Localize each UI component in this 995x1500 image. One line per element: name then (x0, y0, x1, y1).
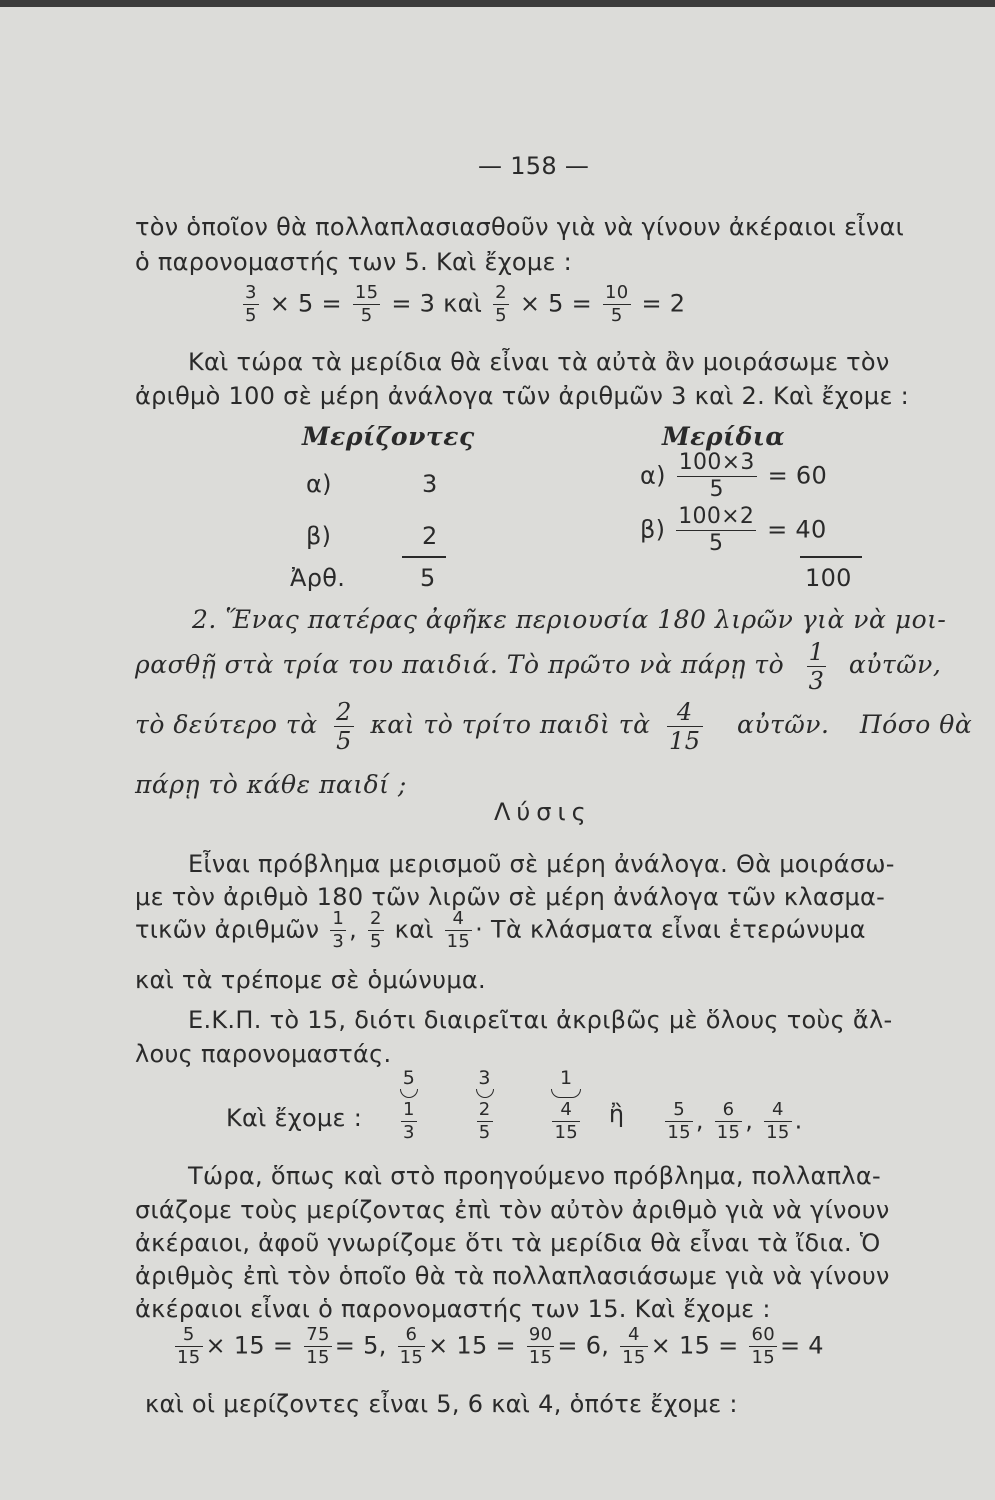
page-number: — 158 — (478, 152, 590, 180)
fraction: $\frac{60}{15}$ (751, 1324, 775, 1368)
header-merizontes: Μερίζοντες (302, 422, 475, 451)
fraction: $\frac{6}{15}$ (399, 1324, 424, 1368)
row-b-value: 2 (422, 522, 438, 550)
fraction: $\frac{75}{15}$ (306, 1324, 330, 1368)
para1-line2: ὁ παρονομαστής των 5. Καὶ ἔχομε : (135, 248, 573, 276)
row-a-value: 3 (422, 470, 438, 498)
para3-line4: καὶ τὰ τρέπομε σὲ ὁμώνυμα. (135, 966, 486, 994)
para6: καὶ οἱ μερίζοντες εἶναι 5, 6 καὶ 4, ὁπότε ἔχομε : (145, 1390, 738, 1418)
problem2-line3: τὸ δεύτερο τὰ $\frac{2}{5}$ καὶ τὸ τρίτο παιδὶ τὰ $\frac{4}{15}$ αὐτῶν. Πόσο θὰ (135, 698, 973, 755)
fraction: $\frac{4}{15}$ (668, 698, 701, 755)
fraction: $\frac{1}{3}$ (332, 908, 345, 952)
para5-line1: Τώρα, ὅπως καὶ στὸ προηγούμενο πρόβλημα, πολλαπλα- (188, 1162, 881, 1190)
equation-3: $\frac{5}{15}$ × 15 = $\frac{75}{15}$ = 5, $\frac{6}{15}$ × 15 = $\frac{90}{15}$ = 6, $\frac{4}{15}$ × 15 = $\frac{60}{15}$ = 4 (177, 1324, 824, 1368)
sum-value: 5 (420, 564, 436, 592)
equation-1: $\frac{3}{5}$ × 5 = $\frac{15}{5}$ = 3 καὶ $\frac{2}{5}$ × 5 = $\frac{10}{5}$ = 2 (245, 282, 686, 326)
fraction: $\frac{15}{5}$ (354, 282, 379, 326)
fraction: $\frac{4}{15}$ (554, 1098, 578, 1143)
para3-line1: Εἶναι πρόβλημα μερισμοῦ σὲ μέρη ἀνάλογα. Θὰ μοιράσω- (188, 850, 895, 878)
para5-line4: ἀριθμὸς ἐπὶ τὸν ὁποῖο θὰ τὰ πολλαπλασιάσωμε γιὰ νὰ γίνουν (135, 1262, 890, 1290)
fraction: $\frac{2}{5}$ (336, 698, 352, 755)
share-a: α) $\frac{100\times 3}{5}$ = 60 (640, 450, 828, 502)
fraction: $\frac{5}{15}$ (177, 1324, 201, 1368)
problem2-line1: 2. Ἕνας πατέρας ἀφῆκε περιουσία 180 λιρῶν γιὰ νὰ μοι- (192, 605, 947, 634)
fraction: $\frac{10}{5}$ (605, 282, 629, 326)
para4-line1: Ε.Κ.Π. τὸ 15, διότι διαιρεῖται ἀκριβῶς μὲ ὅλους τοὺς ἄλ- (188, 1006, 893, 1034)
para3-line3: τικῶν ἀριθμῶν $\frac{1}{3}$ , $\frac{2}{5}$ καὶ $\frac{4}{15}$ · Τὰ κλάσματα εἶναι ἑτερώνυμα (135, 908, 866, 952)
fraction: $\frac{3}{5}$ (245, 282, 257, 326)
header-meridia: Μερίδια (662, 422, 786, 451)
fraction: $\frac{5}{15}$ (667, 1098, 691, 1143)
problem2-line2: ρασθῇ στὰ τρία του παιδιά. Τὸ πρῶτο νὰ πάρῃ τὸ $\frac{1}{3}$ αὐτῶν, (135, 638, 942, 695)
fraction: $\frac{2}{5}$ (478, 1098, 491, 1143)
fraction: $\frac{100\times 3}{5}$ (678, 450, 755, 502)
fraction: $\frac{100\times 2}{5}$ (678, 504, 755, 556)
row-a-label: α) (306, 470, 332, 498)
para5-line3: ἀκέραιοι, ἀφοῦ γνωρίζομε ὅτι τὰ μερίδια θὰ εἶναι τὰ ἴδια. Ὁ (135, 1229, 881, 1257)
fraction: $\frac{4}{15}$ (446, 908, 471, 952)
sum-rule (402, 556, 446, 558)
para3-line2: με τὸν ἀριθμὸ 180 τῶν λιρῶν σὲ μέρη ἀνάλογα τῶν κλασμα- (135, 883, 886, 911)
solution-heading: Λύσις (494, 798, 592, 826)
para5-line5: ἀκέραιοι εἶναι ὁ παρονομαστής των 15. Καὶ ἔχομε : (135, 1295, 771, 1323)
fraction: $\frac{1}{3}$ (403, 1098, 415, 1143)
share-b: β) $\frac{100\times 2}{5}$ = 40 (640, 504, 827, 556)
share-sum: 100 (805, 564, 852, 592)
sum-label: Ἀρθ. (290, 564, 346, 592)
fraction: $\frac{6}{15}$ (716, 1098, 741, 1143)
fraction: $\frac{1}{3}$ (808, 638, 825, 695)
problem2-line4: πάρῃ τὸ κάθε παιδί ; (135, 770, 407, 799)
fraction: $\frac{4}{15}$ (766, 1098, 790, 1143)
fraction: $\frac{90}{15}$ (528, 1324, 553, 1368)
para5-line2: σιάζομε τοὺς μερίζοντας ἐπὶ τὸν αὐτὸν ἀριθμὸ γιὰ νὰ γίνουν (135, 1196, 890, 1224)
para4-line2: λους παρονομαστάς. (135, 1040, 392, 1068)
para2-line2: ἀριθμὸ 100 σὲ μέρη ἀνάλογα τῶν ἀριθμῶν 3 καὶ 2. Καὶ ἔχομε : (135, 382, 910, 410)
row-b-label: β) (306, 522, 332, 550)
scan-edge (0, 0, 995, 7)
share-sum-rule (800, 556, 862, 558)
para2-line1: Καὶ τώρα τὰ μερίδια θὰ εἶναι τὰ αὐτὰ ἂν μοιράσωμε τὸν (188, 348, 890, 376)
fraction: $\frac{4}{15}$ (622, 1324, 646, 1368)
equation-2: Καὶ ἔχομε : 5 $\frac{1}{3}$ 3 $\frac{2}{5}$ 1 $\frac{4}{15}$ ἢ $\frac{5}{15}$ , $\frac{6}{15}$ , $\frac{4}{15}$ . (226, 1067, 803, 1143)
fraction: $\frac{2}{5}$ (495, 282, 507, 326)
para1-line1: τὸν ὁποῖον θὰ πολλαπλασιασθοῦν γιὰ νὰ γίνουν ἀκέραιοι εἶναι (135, 213, 905, 241)
fraction: $\frac{2}{5}$ (369, 908, 382, 952)
